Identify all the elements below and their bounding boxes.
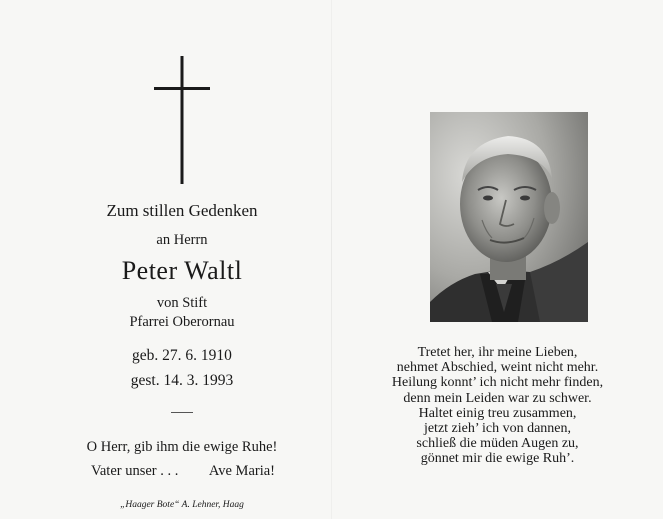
printer-credit: „Haager Bote“ A. Lehner, Haag [120,500,244,510]
an-herrn-text: an Herrn [156,232,208,248]
ave-maria-text: Ave Maria! [208,463,275,479]
poem-line: schließ die müden Augen zu, [416,436,579,452]
prayer-text: O Herr, gib ihm die ewige Ruhe! [86,439,278,455]
deceased-name: Peter Waltl [121,256,243,285]
divider [171,412,193,413]
origin-text: von Stift [156,295,208,311]
poem-line: nehmet Abschied, weint nicht mehr. [396,360,599,376]
poem-line: gönnet mir die ewige Ruh’. [420,451,575,467]
cross-icon [150,56,214,184]
poem-line: jetzt zieh’ ich von dannen, [423,421,572,437]
death-date: gest. 14. 3. 1993 [130,372,234,389]
poem-line: Haltet einig treu zusammen, [418,405,577,421]
poem-line: Heilung konnt’ ich nicht mehr finden, [391,375,604,391]
right-panel [332,0,663,519]
memorial-heading: Zum stillen Gedenken [106,201,258,220]
left-panel [0,0,331,519]
portrait-image [430,112,588,322]
poem [332,345,663,467]
vater-unser-text: Vater unser . . . [91,463,179,479]
poem-line: denn mein Leiden war zu schwer. [403,390,592,406]
poem-line: Tretet her, ihr meine Lieben, [417,345,578,360]
portrait-photo [430,112,588,322]
parish-text: Pfarrei Oberornau [129,314,235,330]
birth-date: geb. 27. 6. 1910 [132,347,232,364]
